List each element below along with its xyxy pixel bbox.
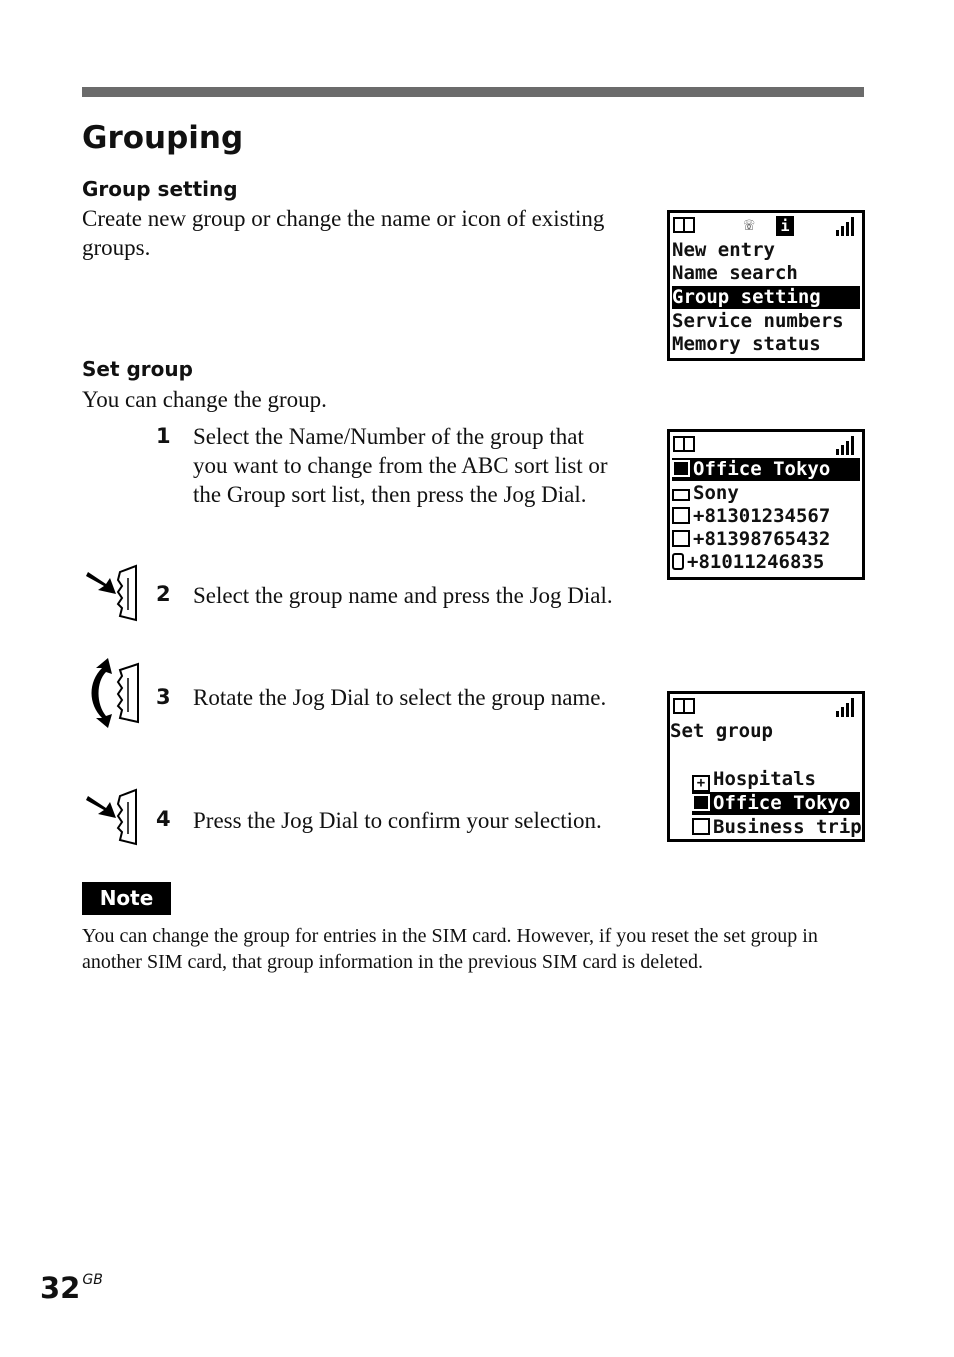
menu-item[interactable]: Name search [672, 262, 798, 284]
office-building-icon [672, 460, 690, 477]
phonebook-icon [673, 436, 695, 452]
entry-number-row[interactable] [672, 551, 860, 574]
page-number-value: 32 [40, 1271, 81, 1305]
step-text: Select the group name and press the Jog Dial. [193, 583, 613, 608]
step-text: Rotate the Jog Dial to select the group name. [193, 685, 607, 710]
menu-item[interactable]: New entry [672, 239, 775, 261]
set-group-desc: You can change the group. [82, 387, 327, 412]
jog-dial-press-icon [84, 564, 144, 624]
office-phone-icon [672, 530, 690, 547]
mobile-phone-icon [672, 553, 684, 570]
phone-screen-entry [667, 429, 865, 580]
section-rule [82, 87, 864, 97]
entry-number-label: +81398765432 [693, 528, 831, 550]
group-option-label: Business trip [713, 816, 862, 838]
entry-number-row[interactable] [672, 528, 860, 551]
hospital-cross-icon: + [692, 775, 710, 792]
group-setting-title: Group setting [82, 177, 238, 201]
entry-name-label: Sony [693, 482, 739, 504]
group-setting-desc: Create new group or change the name or icon of existing groups. [82, 206, 605, 260]
briefcase-icon [692, 818, 710, 835]
menu-item-selected[interactable]: Group setting [672, 286, 860, 309]
office-phone-icon [672, 507, 690, 524]
step-text: Select the Name/Number of the group that you want to change from the ABC sort list or the Group sort list, then press the Jog Dial. [193, 424, 608, 507]
set-group-title: Set group [82, 357, 193, 381]
name-card-icon [672, 489, 690, 501]
page-title: Grouping [82, 120, 244, 156]
group-option[interactable] [692, 768, 860, 791]
office-building-icon [692, 794, 710, 811]
entry-number-row[interactable] [672, 505, 860, 528]
signal-icon [836, 697, 858, 717]
menu-item[interactable]: Service numbers [672, 310, 844, 332]
step-text: Press the Jog Dial to confirm your selection. [193, 808, 602, 833]
screen-status-bar [672, 696, 860, 720]
phone-screen-set-group [667, 691, 865, 842]
signal-icon [836, 435, 858, 455]
signal-icon [836, 216, 858, 236]
phonebook-icon [673, 698, 695, 714]
menu-item[interactable]: Memory status [672, 333, 821, 355]
entry-group-label: Office Tokyo [693, 458, 831, 480]
page-suffix: GB [82, 1272, 103, 1288]
group-option-label: Office Tokyo [713, 792, 851, 814]
info-icon: i [776, 216, 794, 236]
screen-status-bar [672, 434, 860, 458]
step-number: 3 [156, 685, 171, 709]
phonebook-icon [673, 217, 695, 233]
entry-number-label: +81011246835 [687, 551, 825, 573]
entry-number-label: +81301234567 [693, 505, 831, 527]
phone-icon: ☏ [744, 215, 755, 235]
entry-name-row[interactable] [672, 482, 860, 505]
entry-group-row[interactable] [672, 458, 860, 481]
jog-dial-press-icon [84, 788, 144, 848]
jog-dial-rotate-icon [82, 656, 144, 730]
group-option[interactable] [692, 816, 860, 839]
step-number: 1 [156, 424, 171, 448]
note-text: You can change the group for entries in the SIM card. However, if you reset the set group in another SIM card, that group information in the previous SIM card is deleted. [82, 925, 818, 973]
note-badge: Note [82, 882, 171, 915]
step-number: 2 [156, 582, 171, 606]
group-option-label: Hospitals [713, 768, 816, 790]
step-number: 4 [156, 807, 171, 831]
phone-screen-menu [667, 210, 865, 361]
page-number [40, 1271, 103, 1305]
screen-status-bar [672, 215, 860, 239]
screen-title: Set group [670, 720, 773, 742]
group-option-selected[interactable] [692, 792, 860, 815]
